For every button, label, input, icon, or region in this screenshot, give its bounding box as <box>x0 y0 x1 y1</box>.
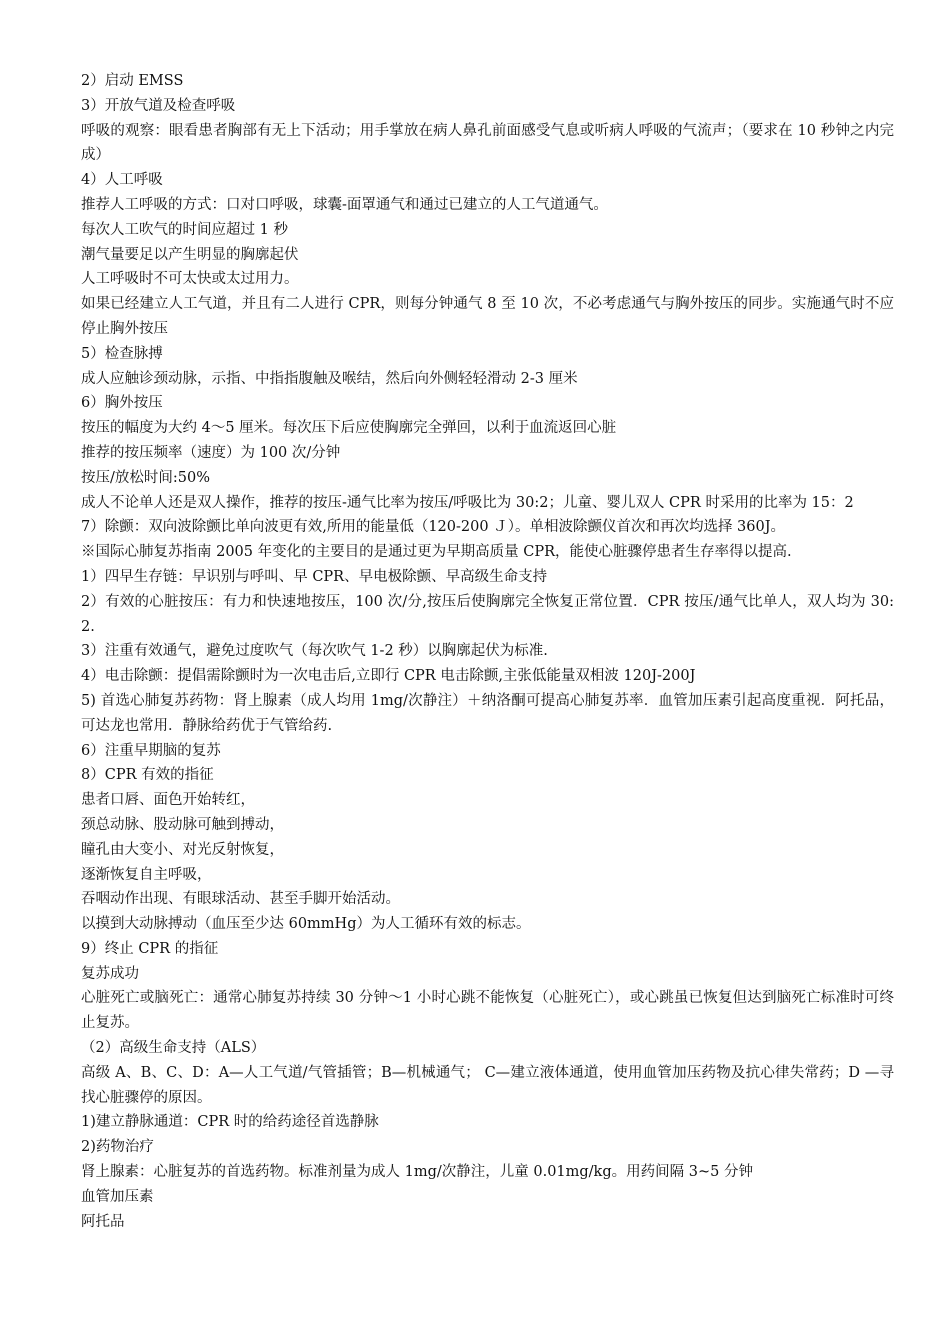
text-line: 1）四早生存链：早识别与呼叫、早 CPR、早电极除颤、早高级生命支持 <box>81 568 548 585</box>
text-line: 以摸到大动脉搏动（血压至少达 60mmHg）为人工循环有效的标志。 <box>81 916 531 933</box>
text-line: 吞咽动作出现、有眼球活动、甚至手脚开始活动。 <box>81 891 400 908</box>
text-line: 逐渐恢复自主呼吸， <box>81 866 212 883</box>
text-line: 1)建立静脉通道：CPR 时的给药途径首选静脉 <box>81 1114 379 1131</box>
text-line: 6）注重早期脑的复苏 <box>81 742 221 759</box>
text-line: 颈总动脉、股动脉可触到搏动， <box>81 816 284 833</box>
text-line: ※国际心肺复苏指南 2005 年变化的主要目的是通过更为早期高质量 CPR，能使心脏骤停患者生存率得以提高. <box>81 544 792 561</box>
text-line: 按压/放松时间:50% <box>81 469 210 486</box>
document-body <box>81 69 894 1234</box>
text-line: 推荐人工呼吸的方式：口对口呼吸，球囊-面罩通气和通过已建立的人工气道通气。 <box>81 196 608 213</box>
text-line: 4）电击除颤：提倡需除颤时为一次电击后,立即行 CPR 电击除颤,主张低能量双相波 120J-200J <box>81 668 696 685</box>
section-heading: 6）胸外按压 <box>81 395 163 412</box>
text-line: 高级 A、B、C、D：A—人工气道/气管插管；B—机械通气； C—建立液体通道，使用血管加压药物及抗心律失常药；D —寻找心脏骤停的原因。 <box>81 1064 894 1106</box>
text-line: 推荐的按压频率（速度）为 100 次/分钟 <box>81 444 341 461</box>
text-line: 心脏死亡或脑死亡：通常心肺复苏持续 30 分钟～1 小时心跳不能恢复（心脏死亡），或心跳虽已恢复但达到脑死亡标准时可终止复苏。 <box>81 990 894 1032</box>
text-line: 患者口唇、面色开始转红， <box>81 792 255 809</box>
text-line: 2）有效的心脏按压：有力和快速地按压，100 次/分,按压后使胸廓完全恢复正常位置．CPR 按压/通气比单人，双人均为 30:2. <box>81 593 894 635</box>
text-line: 7）除颤：双向波除颤比单向波更有效,所用的能量低（120-200 Ｊ）。单相波除颤仪首次和再次均选择 360J。 <box>81 519 786 536</box>
text-line: 成人应触诊颈动脉，示指、中指指腹触及喉结，然后向外侧轻轻滑动 2-3 厘米 <box>81 370 578 387</box>
text-line: 成人不论单人还是双人操作，推荐的按压-通气比率为按压/呼吸比为 30:2；儿童、婴儿双人 CPR 时采用的比率为 15：2 <box>81 494 854 511</box>
text-line: 2)药物治疗 <box>81 1139 154 1156</box>
text-line: 如果已经建立人工气道，并且有二人进行 CPR，则每分钟通气 8 至 10 次，不必考虑通气与胸外按压的同步。实施通气时不应停止胸外按压 <box>81 296 894 337</box>
text-line: 按压的幅度为大约 4～5 厘米。每次压下后应使胸廓完全弹回，以利于血流返回心脏 <box>81 420 617 437</box>
text-line: 人工呼吸时不可太快或太过用力。 <box>81 271 299 288</box>
section-heading: 4）人工呼吸 <box>81 172 163 189</box>
section-heading: 9）终止 CPR 的指征 <box>81 940 219 957</box>
section-heading: （2）高级生命支持（ALS） <box>81 1040 266 1057</box>
section-heading: 3）开放气道及检查呼吸 <box>81 97 236 114</box>
section-heading: 8）CPR 有效的指征 <box>81 767 214 784</box>
text-line: 肾上腺素：心脏复苏的首选药物。标准剂量为成人 1mg/次静注，儿童 0.01mg/kg。用药间隔 3~5 分钟 <box>81 1164 753 1181</box>
text-line: 呼吸的观察：眼看患者胸部有无上下活动；用手掌放在病人鼻孔前面感受气息或听病人呼吸的气流声；（要求在 10 秒钟之内完成） <box>81 122 894 164</box>
text-line: 每次人工吹气的时间应超过 1 秒 <box>81 221 288 238</box>
text-line: 3）注重有效通气，避免过度吹气（每次吹气 1-2 秒）以胸廓起伏为标准. <box>81 643 548 660</box>
text-line: 复苏成功 <box>81 965 139 982</box>
text-line: 血管加压素 <box>81 1188 154 1205</box>
text-line: 潮气量要足以产生明显的胸廓起伏 <box>81 246 299 263</box>
text-line: 瞳孔由大变小、对光反射恢复， <box>81 841 284 858</box>
section-heading: 5）检查脉搏 <box>81 345 163 362</box>
text-line: 5) 首选心肺复苏药物：肾上腺素（成人均用 1mg/次静注）＋纳洛酮可提高心肺复苏率．血管加压素引起高度重视．阿托品，可达龙也常用．静脉给药优于气管给药. <box>81 692 894 734</box>
text-line: 2）启动 EMSS <box>81 73 184 89</box>
text-line: 阿托品 <box>81 1213 125 1230</box>
